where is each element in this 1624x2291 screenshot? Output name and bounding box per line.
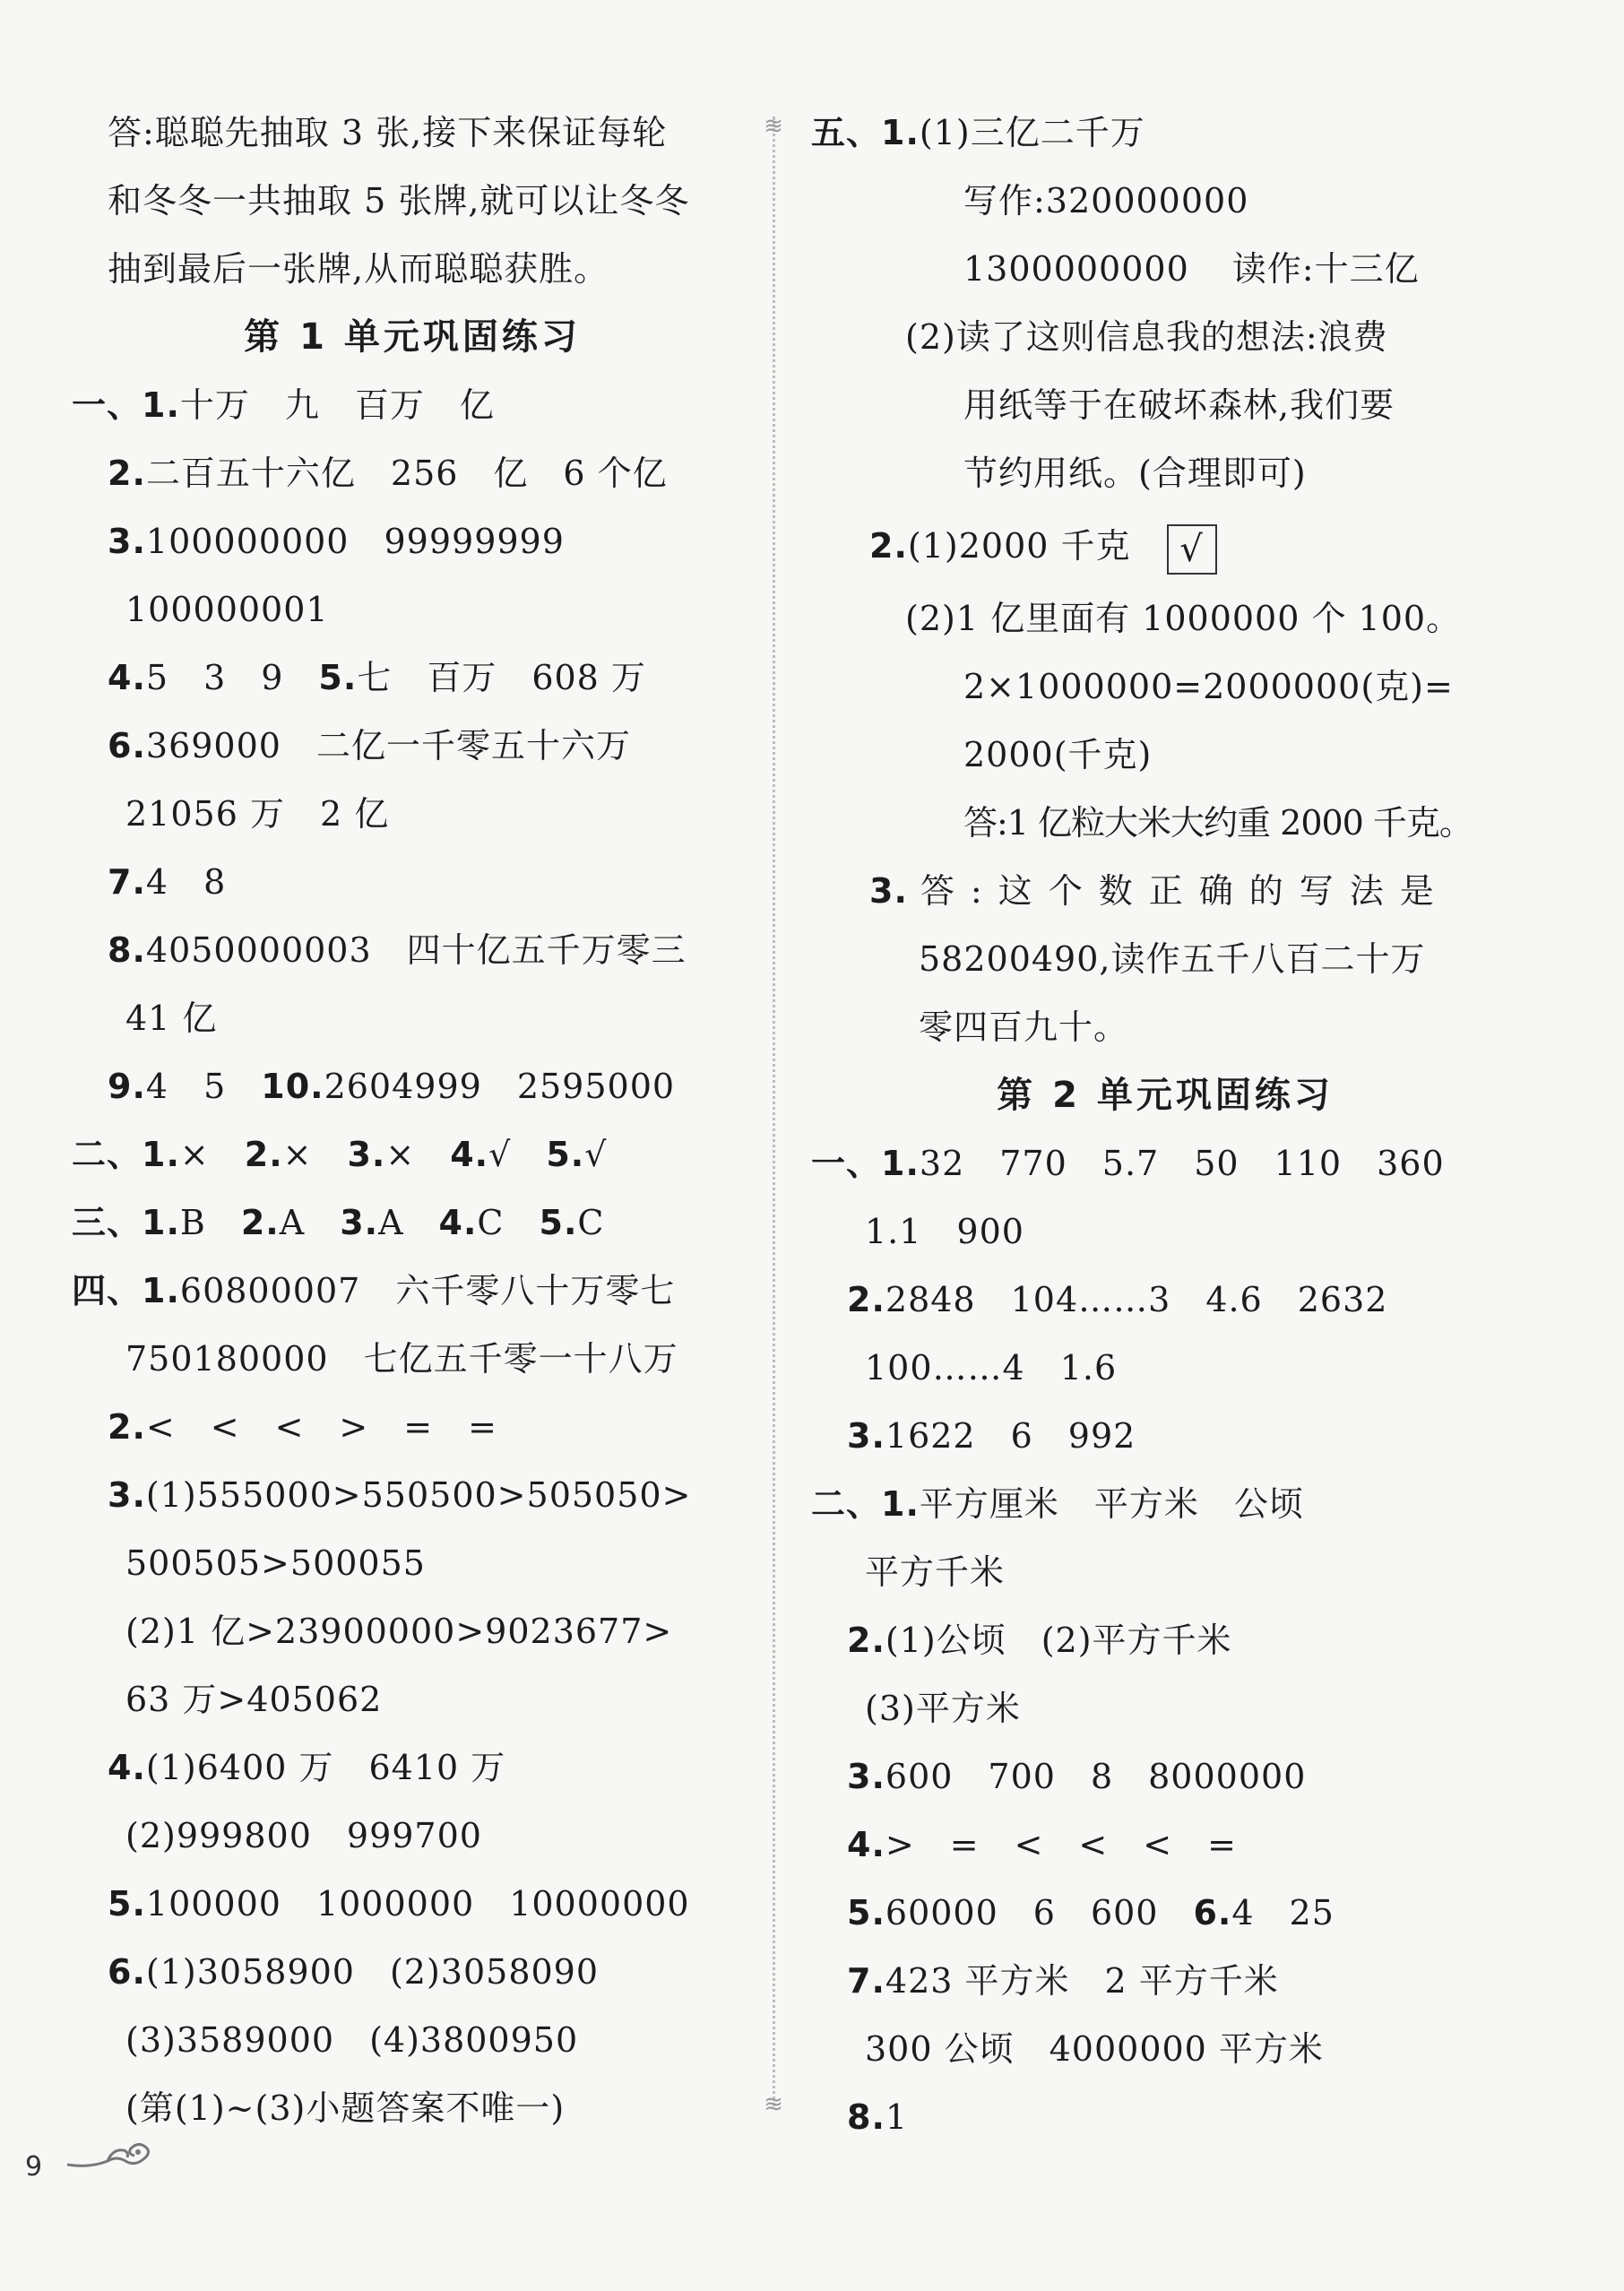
answer-line xyxy=(72,1870,753,1938)
answer-line xyxy=(811,1742,1519,1811)
answer-line xyxy=(811,2083,1519,2151)
answer-line xyxy=(72,1938,753,2006)
answer-text: × xyxy=(385,1135,451,1174)
answer-text: < < < > = = xyxy=(145,1407,497,1447)
answer-text: 100000 1000000 10000000 xyxy=(145,1884,690,1924)
answer-text: 4 8 xyxy=(145,862,227,902)
answer-text: (1)6400 万 6410 万 xyxy=(145,1748,506,1787)
item-number: 3. xyxy=(108,1475,146,1515)
answer-text: 423 平方米 2 平方千米 xyxy=(885,1961,1279,2001)
answer-text: > = < < < = xyxy=(885,1825,1237,1864)
answer-text: 32 770 5.7 50 110 360 xyxy=(919,1144,1445,1183)
answer-line: (2)1 亿里面有 1000000 个 100。 xyxy=(905,599,1462,638)
answer-text: × xyxy=(179,1135,245,1174)
unit-2-title: 第 2 单元巩固练习 xyxy=(997,1075,1334,1116)
answer-line xyxy=(811,1402,1519,1470)
item-number: 3. xyxy=(108,522,146,561)
answer-text: (1)3058900 (2)3058090 xyxy=(145,1952,600,1992)
item-number: 1. xyxy=(881,1484,920,1524)
answer-line xyxy=(72,507,753,575)
answer-text: 100000001 xyxy=(125,590,329,629)
answer-line xyxy=(811,1197,1519,1266)
page-number: 9 xyxy=(25,2151,43,2183)
item-number: 1. xyxy=(142,385,180,425)
answer-text: 1622 6 992 xyxy=(885,1416,1136,1456)
answer-line: 答:聪聪先抽取 3 张,接下来保证每轮 xyxy=(108,113,668,152)
answer-line xyxy=(811,1947,1519,2015)
answer-text: 100……4 1.6 xyxy=(865,1348,1118,1388)
item-number: 3. xyxy=(869,871,908,911)
column-divider xyxy=(773,117,775,2106)
item-number: 4. xyxy=(438,1203,478,1242)
divider-ornament-icon: ≋ xyxy=(764,113,783,140)
item-number: 4. xyxy=(450,1135,489,1174)
item-number: 4. xyxy=(108,1748,146,1787)
answer-line xyxy=(72,575,753,644)
answer-text: (1)2000 千克 xyxy=(907,526,1131,566)
answer-line: 2000(千克) xyxy=(963,735,1153,774)
answer-line xyxy=(72,1052,753,1120)
answer-line xyxy=(811,1606,1519,1674)
answer-text: A xyxy=(378,1203,439,1242)
answer-line xyxy=(811,1811,1519,1879)
answer-line xyxy=(72,2006,753,2074)
section-label: 一、 xyxy=(72,385,143,425)
answer-text: (1)555000>550500>505050> xyxy=(145,1475,692,1515)
answer-line xyxy=(811,1674,1519,1742)
answer-text: 100000000 99999999 xyxy=(145,522,565,561)
answer-text: 平方厘米 平方米 公顷 xyxy=(919,1484,1304,1524)
answer-text: 500505>500055 xyxy=(125,1543,426,1583)
item-number: 6. xyxy=(108,726,146,765)
answer-line: 用纸等于在破坏森林,我们要 xyxy=(963,385,1395,425)
answer-text: B xyxy=(179,1203,241,1242)
item-number: 6. xyxy=(108,1952,146,1992)
answer-text: 5 3 9 xyxy=(145,658,319,697)
answer-text: 平方千米 xyxy=(865,1552,1006,1592)
answer-line xyxy=(811,1538,1519,1606)
item-number: 5. xyxy=(108,1884,146,1924)
answer-line xyxy=(811,1470,1519,1538)
item-number: 8. xyxy=(108,930,146,970)
item-number: 8. xyxy=(847,2097,885,2137)
answer-text: C xyxy=(477,1203,540,1242)
answer-line xyxy=(72,1120,753,1189)
answer-line xyxy=(72,644,753,712)
answer-line xyxy=(72,780,753,848)
answer-line xyxy=(72,1393,753,1461)
check-mark-icon: √ xyxy=(1167,524,1217,575)
section-label: 二、 xyxy=(811,1484,882,1524)
answer-line xyxy=(811,1266,1519,1334)
answer-line: 写作:320000000 xyxy=(963,181,1249,220)
answer-line xyxy=(72,1597,753,1665)
answer-line xyxy=(72,439,753,507)
answer-line xyxy=(72,1189,753,1257)
answer-line xyxy=(72,1325,753,1393)
answer-text: 十万 九 百万 亿 xyxy=(179,385,495,425)
answer-line xyxy=(811,235,1519,303)
answer-text: 369000 二亿一千零五十六万 xyxy=(145,726,631,765)
answer-text: 1300000000 xyxy=(963,249,1189,289)
answer-line xyxy=(811,857,1519,925)
answer-text: 1 xyxy=(885,2097,909,2137)
item-number: 1. xyxy=(142,1203,180,1242)
answer-line xyxy=(72,2074,753,2142)
answer-line xyxy=(72,1802,753,1870)
answer-text: 600 700 8 8000000 xyxy=(885,1757,1307,1796)
item-number: 1. xyxy=(881,113,920,152)
item-number: 2. xyxy=(869,526,908,566)
answer-line: 58200490,读作五千八百二十万 xyxy=(919,939,1426,979)
answer-text: 2848 104……3 4.6 2632 xyxy=(885,1280,1388,1319)
answer-text: (第(1)~(3)小题答案不唯一) xyxy=(125,2088,566,2128)
answer-text: 2604999 2595000 xyxy=(324,1067,676,1106)
answer-line xyxy=(72,984,753,1052)
section-label: 一、 xyxy=(811,1144,882,1183)
answer-text: 300 公顷 4000000 平方米 xyxy=(865,2029,1324,2069)
unit-1-answers xyxy=(72,371,753,2142)
section-label: 三、 xyxy=(72,1203,143,1242)
item-number: 2. xyxy=(240,1203,280,1242)
right-column xyxy=(811,99,1519,2151)
item-number: 2. xyxy=(244,1135,283,1174)
answer-line xyxy=(72,1461,753,1529)
item-number: 4. xyxy=(847,1825,885,1864)
item-number: 3. xyxy=(347,1135,386,1174)
item-number: 3. xyxy=(340,1203,379,1242)
answer-line: 零四百九十。 xyxy=(919,1007,1129,1047)
answer-line: 抽到最后一张牌,从而聪聪获胜。 xyxy=(108,249,609,289)
item-number: 7. xyxy=(108,862,146,902)
section-label: 二、 xyxy=(72,1135,143,1174)
answer-text: √ xyxy=(584,1135,608,1174)
answer-line xyxy=(811,507,1519,584)
section-label: 五、 xyxy=(811,113,882,152)
answer-line xyxy=(811,1879,1519,1947)
answer-line xyxy=(72,1529,753,1597)
item-number: 5. xyxy=(539,1203,578,1242)
section-label: 四、 xyxy=(72,1271,143,1310)
answer-text: 4 5 xyxy=(145,1067,262,1106)
answer-text: (3)平方米 xyxy=(865,1689,1021,1728)
answer-text: 二百五十六亿 256 亿 6 个亿 xyxy=(145,454,668,493)
answer-line xyxy=(72,1665,753,1733)
answer-text: (3)3589000 (4)3800950 xyxy=(125,2020,579,2060)
unit-2-answers xyxy=(811,1129,1519,2151)
answer-text: (2)1 亿>23900000>9023677> xyxy=(125,1612,673,1651)
answer-line xyxy=(72,916,753,984)
answer-line xyxy=(72,848,753,916)
answer-text: 1.1 900 xyxy=(865,1212,1024,1251)
item-number: 4. xyxy=(108,658,146,697)
answer-text: 63 万>405062 xyxy=(125,1680,383,1719)
answer-text: 4050000003 四十亿五千万零三 xyxy=(145,930,687,970)
answer-line xyxy=(811,2015,1519,2083)
item-number: 2. xyxy=(847,1280,885,1319)
answer-line xyxy=(72,1733,753,1802)
item-number: 2. xyxy=(108,454,146,493)
item-number: 1. xyxy=(142,1135,180,1174)
answer-text: × xyxy=(282,1135,348,1174)
cloud-ornament-icon xyxy=(63,2138,161,2174)
answer-text: 60800007 六千零八十万零七 xyxy=(179,1271,676,1310)
divider-ornament-icon: ≋ xyxy=(764,2091,783,2118)
answer-text: (2)999800 999700 xyxy=(125,1816,482,1855)
answer-text: 60000 6 600 xyxy=(885,1893,1194,1932)
item-number: 5. xyxy=(847,1893,885,1932)
answer-line: 2×1000000=2000000(克)= xyxy=(963,667,1454,706)
answer-line xyxy=(811,1129,1519,1197)
answer-line: 答:1 亿粒大米大约重 2000 千克。 xyxy=(963,803,1473,843)
answer-line: (2)读了这则信息我的想法:浪费 xyxy=(905,317,1388,357)
item-number: 2. xyxy=(847,1621,885,1660)
item-number: 3. xyxy=(847,1416,885,1456)
answer-text: √ xyxy=(488,1135,547,1174)
answer-line: 和冬冬一共抽取 5 张牌,就可以让冬冬 xyxy=(108,181,690,220)
answer-text: 读作:十三亿 xyxy=(1231,249,1420,289)
item-number: 10. xyxy=(261,1067,324,1106)
item-number: 5. xyxy=(546,1135,585,1174)
answer-line xyxy=(72,1257,753,1325)
left-column xyxy=(72,99,753,2142)
answer-text: (1)三亿二千万 xyxy=(919,113,1145,152)
answer-line: 节约用纸。(合理即可) xyxy=(963,454,1307,493)
answer-line xyxy=(72,712,753,780)
answer-text: C xyxy=(577,1203,605,1242)
item-number: 7. xyxy=(847,1961,885,2001)
answer-text: 答:这个数正确的写法是 xyxy=(920,871,1450,911)
answer-text: 七 百万 608 万 xyxy=(357,658,646,697)
answer-line xyxy=(811,1334,1519,1402)
unit-1-title: 第 1 单元巩固练习 xyxy=(244,316,581,358)
item-number: 2. xyxy=(108,1407,146,1447)
item-number: 6. xyxy=(1193,1893,1232,1932)
item-number: 3. xyxy=(847,1757,885,1796)
answer-text: 4 25 xyxy=(1231,1893,1335,1932)
answer-text: A xyxy=(279,1203,341,1242)
answer-line xyxy=(72,371,753,439)
item-number: 9. xyxy=(108,1067,146,1106)
answer-text: 750180000 七亿五千零一十八万 xyxy=(125,1339,678,1379)
item-number: 1. xyxy=(881,1144,920,1183)
answer-text: (1)公顷 (2)平方千米 xyxy=(885,1621,1232,1660)
item-number: 5. xyxy=(318,658,358,697)
answer-line xyxy=(811,99,1519,167)
answer-text: 41 亿 xyxy=(125,999,218,1038)
item-number: 1. xyxy=(142,1271,180,1310)
answer-text: 21056 万 2 亿 xyxy=(125,794,390,834)
